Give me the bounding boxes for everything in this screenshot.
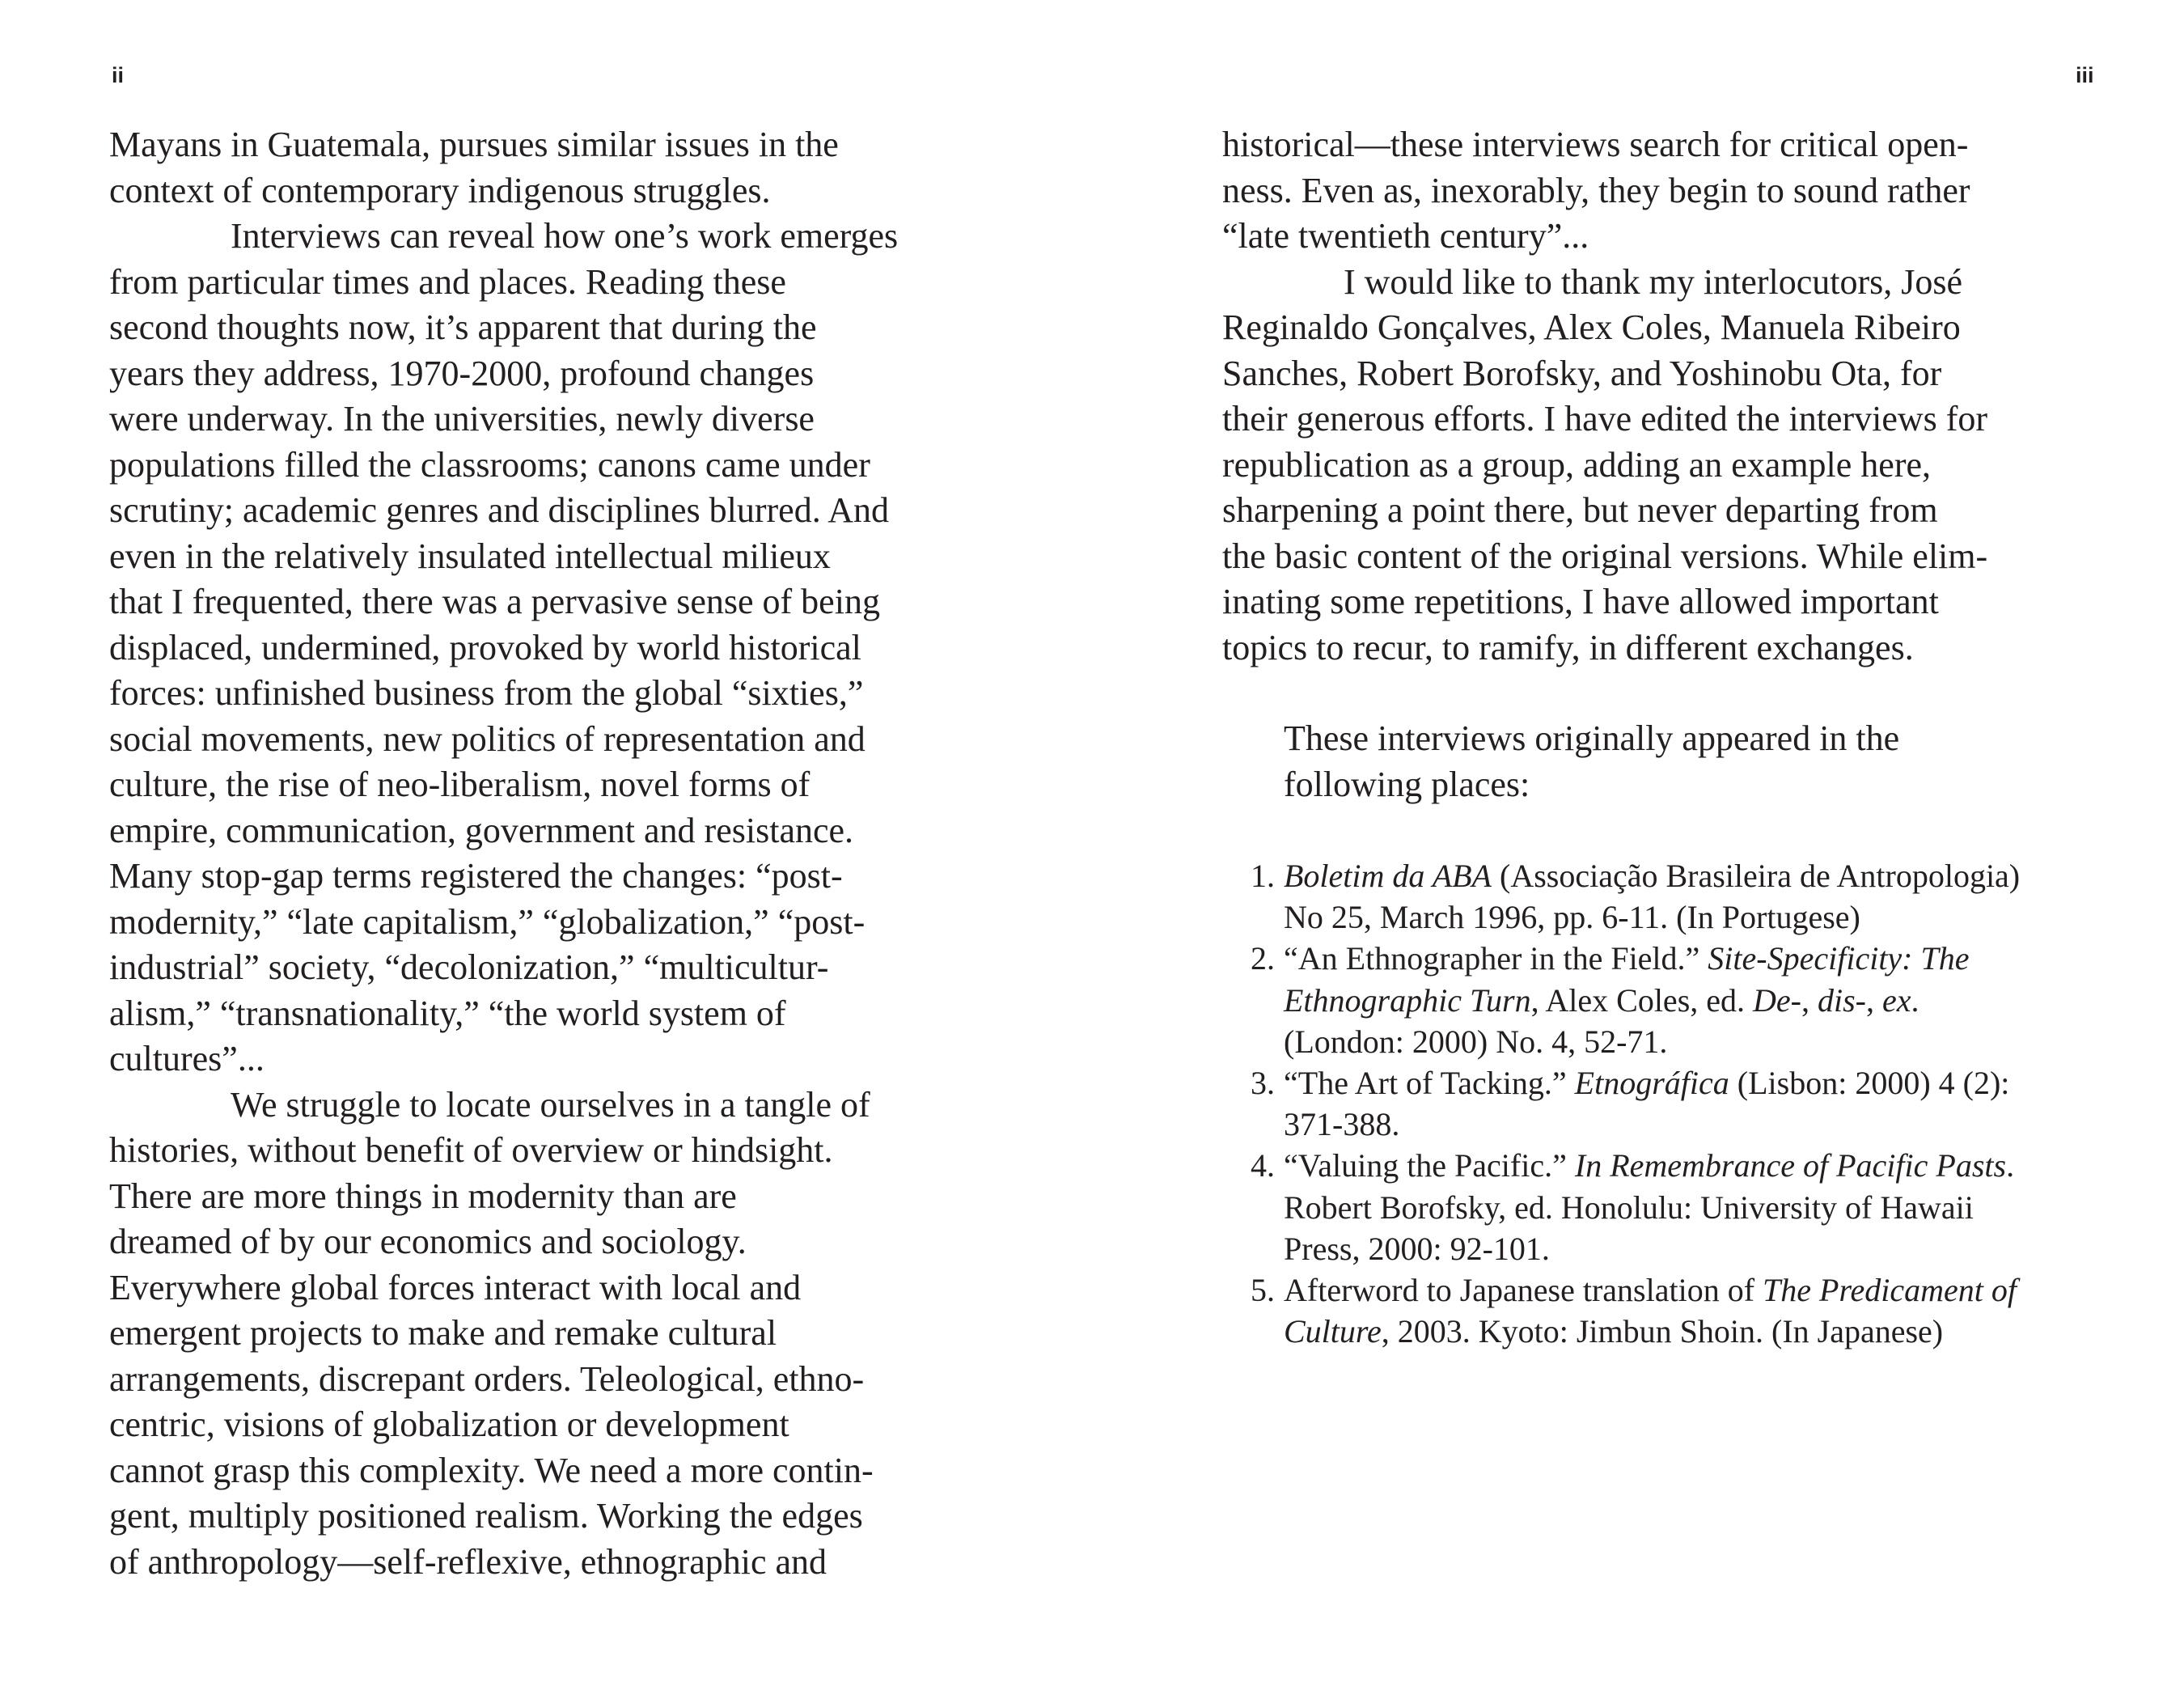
text-line: were underway. In the universities, newly diverse [109,399,815,439]
text-line: the basic content of the original versions. While elim- [1222,536,1988,576]
text-line: culture, the rise of neo-liberalism, novel forms of [109,765,811,804]
source-title: Boletim da ABA [1284,858,1492,894]
source-line [1251,1311,2020,1352]
source-item [1251,1269,2020,1352]
text-line: forces: unfinished business from the global “sixties,” [109,673,864,713]
text-line: modernity,” “late capitalism,” “globalization,” “post- [109,901,866,942]
source-text: , [1865,981,1882,1019]
source-item [1251,938,2020,1062]
text-line: sharpening a point there, but never departing from [1222,490,1938,530]
text-line: cultures”... [109,1039,265,1078]
source-number: 5. [1251,1272,1275,1309]
text-line: scrutiny; academic genres and disciplines blurred. And [109,490,890,530]
source-text: (Associação Brasileira de Antropologia) [1492,858,2021,894]
text-line: topics to recur, to ramify, in different exchanges. [1222,627,1914,667]
source-item [1251,1145,2020,1269]
source-line [1251,938,2020,979]
text-line: ness. Even as, inexorably, they begin to sound rather [1222,170,1970,210]
source-text: No 25, March 1996, pp. 6-11. (In Portugese) [1284,899,1860,936]
source-text: Afterword to Japanese translation of [1284,1272,1763,1309]
text-line: even in the relatively insulated intellectual milieux [109,536,831,576]
source-title: In Remembrance of Pacific Pasts [1574,1147,2007,1184]
page-number-right: iii [2076,63,2094,87]
source-line [1251,896,2020,938]
source-line [1251,1228,2020,1269]
source-line [1251,855,2020,896]
source-line [1251,1021,2020,1062]
text-line: displaced, undermined, provoked by world historical [109,627,861,667]
source-number: 1. [1251,858,1275,894]
source-text: (London: 2000) No. 4, 52-71. [1284,1023,1668,1060]
source-line [1251,1269,2020,1311]
source-number: 2. [1251,940,1275,977]
text-line: dreamed of by our economics and sociology. [109,1222,747,1261]
sources-intro-line: These interviews originally appeared in the [1284,718,1900,758]
text-line: Everywhere global forces interact with local and [109,1267,802,1307]
source-title: Site-Specificity: The [1708,940,1970,977]
text-line: Reginaldo Gonçalves, Alex Coles, Manuela Ribeiro [1222,307,1961,347]
source-text: . [1911,981,1919,1019]
source-text: , [1801,981,1818,1019]
text-line: years they address, 1970-2000, profound changes [109,353,815,393]
source-number: 4. [1251,1147,1275,1184]
text-line: from particular times and places. Reading these [109,261,786,302]
text-line: historical—these interviews search for critical open- [1222,125,1969,164]
text-line: Interviews can reveal how one’s work emerges [231,216,899,256]
source-title: The Predicament of [1763,1272,2017,1309]
text-line: We struggle to locate ourselves in a tangle of [231,1084,870,1125]
source-title: dis- [1817,981,1866,1019]
source-text: Robert Borofsky, ed. Honolulu: University of Hawaii [1284,1188,1974,1226]
source-title: ex [1881,981,1911,1019]
source-line [1251,1145,2020,1186]
text-line: histories, without benefit of overview or hindsight. [109,1130,833,1170]
text-line: that I frequented, there was a pervasive sense of being [109,582,880,621]
text-line: empire, communication, government and resistance. [109,810,854,850]
text-line: Sanches, Robert Borofsky, and Yoshinobu Ota, for [1222,353,1942,393]
source-line [1251,1104,2020,1145]
text-line: centric, visions of globalization or development [109,1405,789,1444]
source-number: 3. [1251,1065,1275,1102]
source-text: 371-388. [1284,1106,1400,1143]
source-line [1251,1062,2020,1104]
source-text: (Lisbon: 2000) 4 (2): [1729,1065,2010,1102]
source-title: Culture [1284,1313,1382,1350]
text-line: cannot grasp this complexity. We need a more contin- [109,1450,874,1490]
text-line: Many stop-gap terms registered the changes: “post- [109,856,843,896]
source-title: Etnográfica [1574,1065,1729,1102]
text-line: inating some repetitions, I have allowed important [1222,582,1939,621]
text-line: of anthropology—self-reflexive, ethnographic and [109,1541,827,1582]
source-item [1251,1062,2020,1145]
text-line: context of contemporary indigenous struggles. [109,170,771,210]
text-line: populations filled the classrooms; canons came under [109,444,870,485]
source-line [1251,1187,2020,1228]
source-item [1251,855,2020,938]
text-line: Mayans in Guatemala, pursues similar issues in the [109,125,839,164]
text-line: I would like to thank my interlocutors, José [1344,261,1962,302]
left-page-body [109,122,898,1585]
text-line: social movements, new politics of representation and [109,718,866,759]
right-page-body [1222,122,1987,671]
text-line: There are more things in modernity than are [109,1176,737,1216]
text-line: arrangements, discrepant orders. Teleological, ethno- [109,1358,865,1399]
source-line [1251,980,2020,1021]
text-line: second thoughts now, it’s apparent that during the [109,307,817,347]
source-text: “Valuing the Pacific.” [1284,1147,1575,1184]
text-line: emergent projects to make and remake cultural [109,1313,777,1353]
source-text: “An Ethnographer in the Field.” [1284,940,1708,977]
source-text: , Alex Coles, ed. [1530,981,1754,1019]
text-line: republication as a group, adding an example here, [1222,444,1932,485]
sources-intro-line: following places: [1284,764,1530,804]
text-line: their generous efforts. I have edited the interviews for [1222,399,1988,439]
source-text: “The Art of Tacking.” [1284,1065,1575,1102]
text-line: alism,” “transnationality,” “the world system of [109,993,786,1033]
text-line: industrial” society, “decolonization,” “multicultur- [109,947,829,987]
source-title: Ethnographic Turn [1284,981,1531,1019]
sources-list [1251,855,2020,1352]
text-line: gent, multiply positioned realism. Working the edges [109,1496,863,1536]
source-text: Press, 2000: 92-101. [1284,1230,1550,1267]
source-title: De- [1753,981,1801,1019]
source-text: , 2003. Kyoto: Jimbun Shoin. (In Japanese) [1381,1313,1944,1350]
text-line: “late twentieth century”... [1222,216,1589,256]
page-number-left: ii [112,63,125,87]
sources-intro [1284,716,1899,807]
source-text: . [2006,1147,2015,1184]
